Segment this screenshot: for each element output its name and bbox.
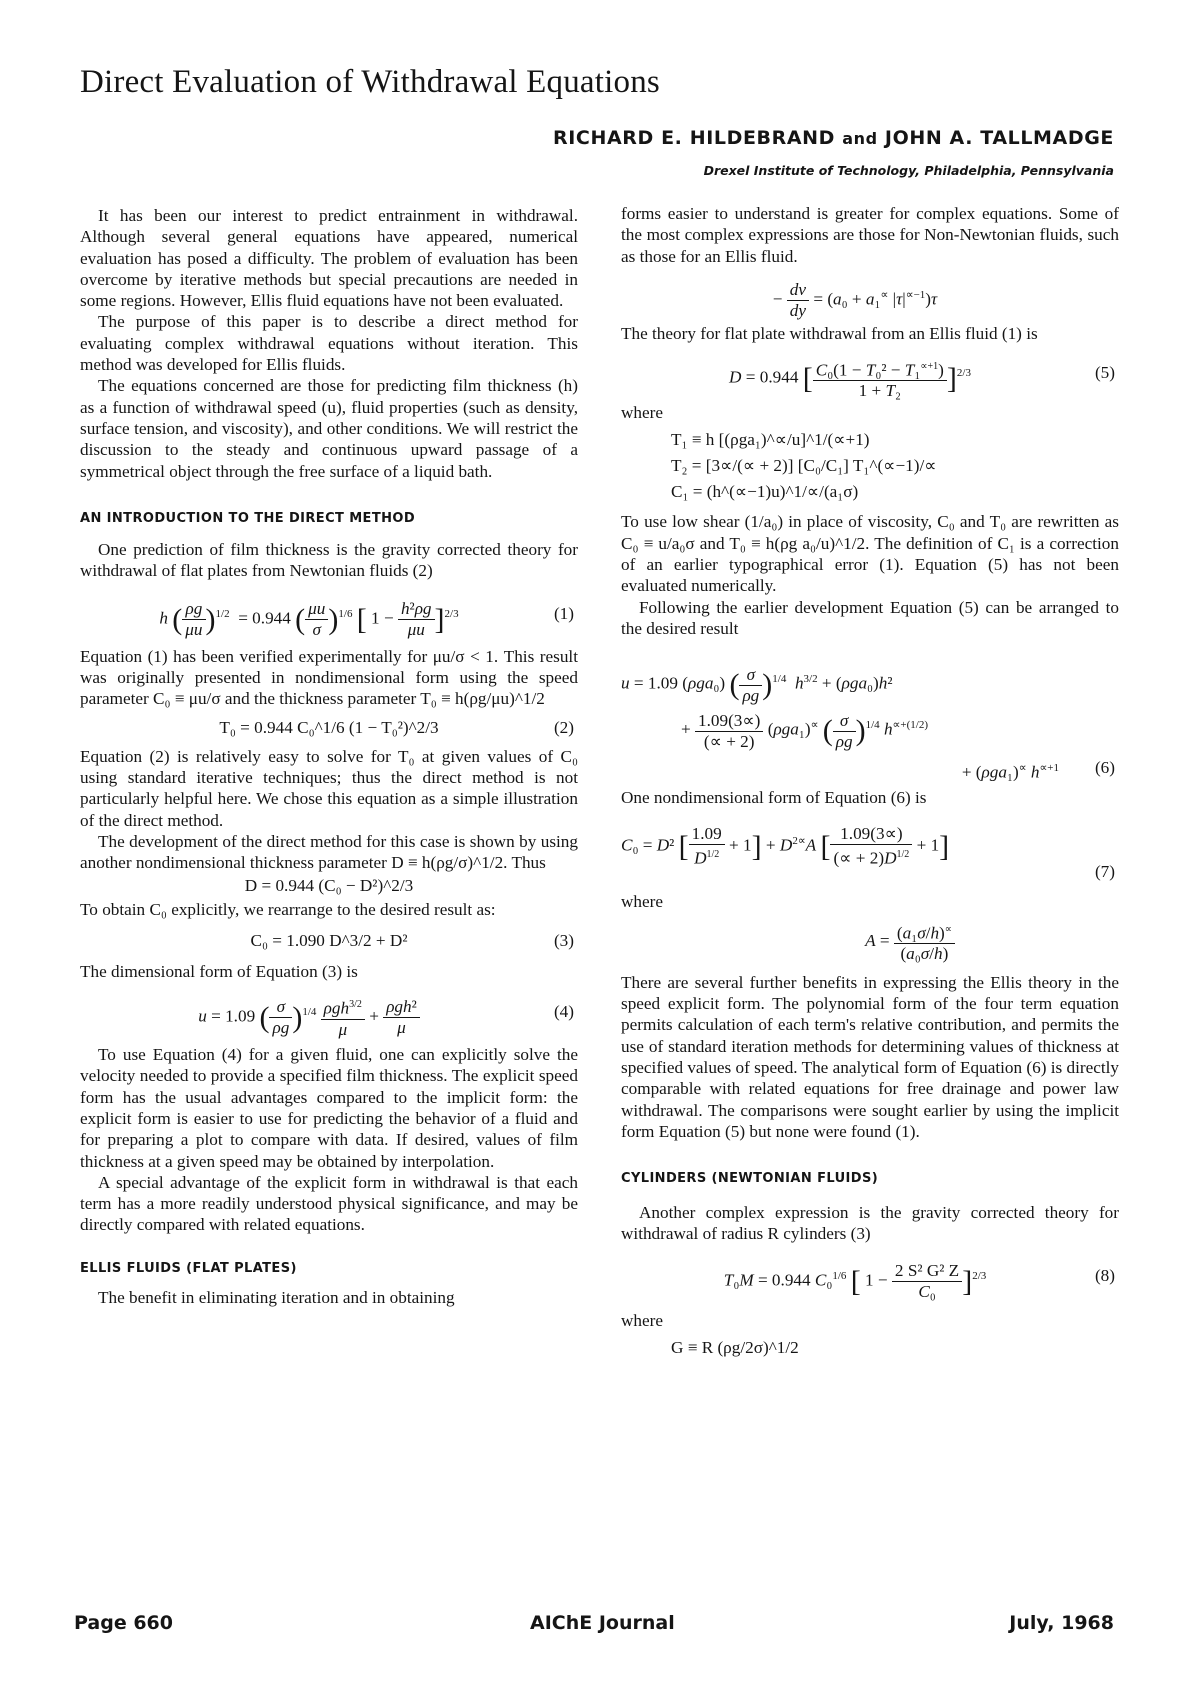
where-label: where [621,1311,663,1331]
equation-5: D = 0.944 [ $\frac{C_0(1 - T_0^2 - T_1^{\propto+1})}{\text{1 + T₂}}$ ]$^{2/3}$ (5) [621,348,1119,398]
paragraph: The development of the direct method for this case is shown by using another nondimensional thickness parameter D ≡ h(ρg/σ)^1/2. Thus [80,831,578,873]
equation-7-number: (7) [1094,861,1115,881]
author-2: JOHN A. TALLMADGE [884,127,1114,149]
paragraph: The benefit in eliminating iteration and in obtaining [98,1287,455,1307]
paragraph: One prediction of film thickness is the gravity corrected theory for withdrawal of flat plates from Newtonian fluids (2) [80,540,578,581]
issue-date: July, 1968 [1009,1612,1114,1634]
paragraph: Another complex expression is the gravity corrected theory for withdrawal of radius R cylinders (3) [621,1202,1119,1243]
equation-6: u = 1.09 (ρga₀) ( $\frac{\sigma}{\rho g}$ )$^{1/4}$ $h^{3/2} + (\rho ga_0)h^2$ + $\frac{1.09(3\propto)}{(\propto + 2)}$ (ρga₁)∝ ( $\frac{\sigma}{\rho g}$ )$^{1/4}$ $h^{\propto+(1/2)}$ + (ρga₁)∝ $h^{\propto+1}$ (6) [621,664,1115,782]
equation-3-text: C₀ = 1.090 D^3/2 + D² [250,930,408,950]
page-number: Page 660 [74,1612,173,1634]
paragraph: Following the earlier development Equation (5) can be arranged to the desired result [621,597,1119,638]
equation-ellis-model: − $\frac{dv}{dy}$ = (a₀ + a₁∝ $|\tau|^{\propto-1})\tau$ [772,280,938,321]
paragraph: A special advantage of the explicit form in withdrawal is that each term has a more readily understood physical significance, and may be directly compared with related equations. [80,1172,578,1235]
equation-8: T₀M = 0.944 C₀$^{1/6}$ [ 1 − $\frac{\text{2 S² G² Z}}{\text{C₀}}$ ]$^{2/3}$ (8) [621,1250,1119,1302]
equation-8-number: (8) [1094,1266,1115,1286]
equation-2-number: (2) [553,717,574,737]
paragraph: Equation (1) has been verified experimentally for μu/σ < 1. This result was originally presented in nondimensional form using the speed parameter C₀ ≡ μu/σ and the thickness parameter T₀ ≡ h(ρg/μu)^1/2 [80,646,578,709]
right-column [621,203,1119,1359]
paragraph: The equations concerned are those for predicting film thickness (h) as a function of withdrawal speed (u), fluid properties (such as density, surface tension, and viscosity), and other conditions. We will restrict the discussion to the steady and continuous upward passage of a symmetrical object through the free surface of a liquid bath. [80,376,578,481]
paragraph: It has been our interest to predict entrainment in withdrawal. Although several general equations have appeared, numerical evaluation has posed a difficulty. The problem of evaluation has been overcome by iterative methods but special precautions are needed in some regions. However, Ellis fluid equations have not been evaluated. [80,206,578,311]
section-heading-ellis: ELLIS FLUIDS (FLAT PLATES) [80,1260,297,1276]
equation-3-number: (3) [553,930,574,950]
equation-4: u = 1.09 ( $\frac{\sigma}{\rho g}$ )$^{1/4}$ $\frac{\rho gh^{3/2}}{\mu}$ + $\frac{\text{ρgh²}}{\mu}$ (4) [80,986,578,1038]
equation-1: h ( $\frac{\rho g}{\mu u}$ )$^{1/2}$ = 0.944 ( $\frac{\mu u}{\sigma}$ )$^{1/6}$ [ 1 − $\frac{\text{h²ρg}}{\mu u}$ ]$^{2/3}$ (1) [80,588,578,640]
equation-2 [80,716,578,740]
definition-T1: T₁ ≡ h [(ρga₁)^∝/u]^1/(∝+1) [671,430,870,450]
paragraph: To use Equation (4) for a given fluid, one can explicitly solve the velocity needed to provide a specified film thickness. The explicit speed form has the usual advantages compared to the implicit form: the explicit form is easier to use for predicting the behavior of a fluid and for preparing a plot to compare with data. If desired, values of film thickness at a given speed may be obtained by interpolation. [80,1045,578,1171]
equation-1-number: (1) [553,603,574,623]
equation-4-number: (4) [553,1002,574,1022]
author-conjunction: and [842,129,878,148]
definition-T2: T₂ = [3∝/(∝ + 2)] [C₀/C₁] T₁^(∝−1)/∝ [671,456,937,476]
paragraph: forms easier to understand is greater for complex equations. Some of the most complex expressions are those for Non-Newtonian fluids, such as those for an Ellis fluid. [621,204,1119,266]
paper-title: Direct Evaluation of Withdrawal Equations [80,64,660,100]
where-label: where [621,891,663,911]
author-1: RICHARD E. HILDEBRAND [553,127,836,149]
definition-C1: C₁ = (h^(∝−1)u)^1/∝/(a₁σ) [671,482,859,502]
affiliation: Drexel Institute of Technology, Philadelphia, Pennsylvania [703,163,1114,178]
definitions-block [621,427,1119,505]
equation-2-text: T₀ = 0.944 C₀^1/6 (1 − T₀²)^2/3 [219,717,439,737]
paragraph: The theory for flat plate withdrawal from an Ellis fluid (1) is [621,323,1038,343]
paragraph: The purpose of this paper is to describe a direct method for evaluating complex withdrawal equations without iteration. This method was developed for Ellis fluids. [80,312,578,375]
journal-name: AIChE Journal [530,1612,675,1634]
equation-A: A = $\frac{(a_1\sigma/h)^\propto}{\text{(a₀σ/h)}}$ [621,916,1119,966]
paragraph: To use low shear (1/a₀) in place of viscosity, C₀ and T₀ are rewritten as C₀ ≡ u/a₀σ and T₀ ≡ h(ρg a₀/u)^1/2. The definition of C₁ is a correction of an earlier typographical error (1). Equation (5) has not been evaluated numerically. [621,512,1119,596]
left-column [80,205,578,1308]
section-heading-cylinders: CYLINDERS (NEWTONIAN FLUIDS) [621,1171,879,1187]
paragraph: To obtain C₀ explicitly, we rearrange to the desired result as: [80,900,496,920]
paragraph: Equation (2) is relatively easy to solve for T₀ at given values of C₀ using standard iterative techniques; thus the direct method is not particularly helpful here. We chose this equation as a simple illustration of the direct method. [80,746,578,830]
paragraph: There are several further benefits in expressing the Ellis theory in the speed explicit form. The polynomial form of the four term equation permits calculation of each term's relative contribution, and permits the use of standard iteration methods for determining values of thickness at specified values of speed. The analytical form of Equation (6) is directly comparable with related equations for free drainage and power law withdrawal. The comparisons were sought earlier by using the implicit form Equation (5) but none were found (1). [621,972,1119,1141]
equation-7: C₀ = D² [ $\frac{1.09}{D^{1/2}}$ + $1] + D^{2\propto}A$ [ $\frac{1.09(3\propto)}{(\propto + 2)D^{1/2}}$ + 1] (7) [621,823,1115,881]
authors [553,127,1114,149]
paragraph: One nondimensional form of Equation (6) is [621,788,927,808]
equation-6-number: (6) [1094,758,1115,778]
equation-5-number: (5) [1094,363,1115,383]
where-label: where [621,403,663,423]
equation-3 [80,927,578,955]
section-heading-intro: AN INTRODUCTION TO THE DIRECT METHOD [80,510,416,526]
paragraph: The dimensional form of Equation (3) is [80,961,358,981]
definition-G: G ≡ R (ρg/2σ)^1/2 [671,1338,799,1358]
equation-D [80,875,578,897]
equation-D-text: D = 0.944 (C₀ − D²)^2/3 [244,876,414,896]
